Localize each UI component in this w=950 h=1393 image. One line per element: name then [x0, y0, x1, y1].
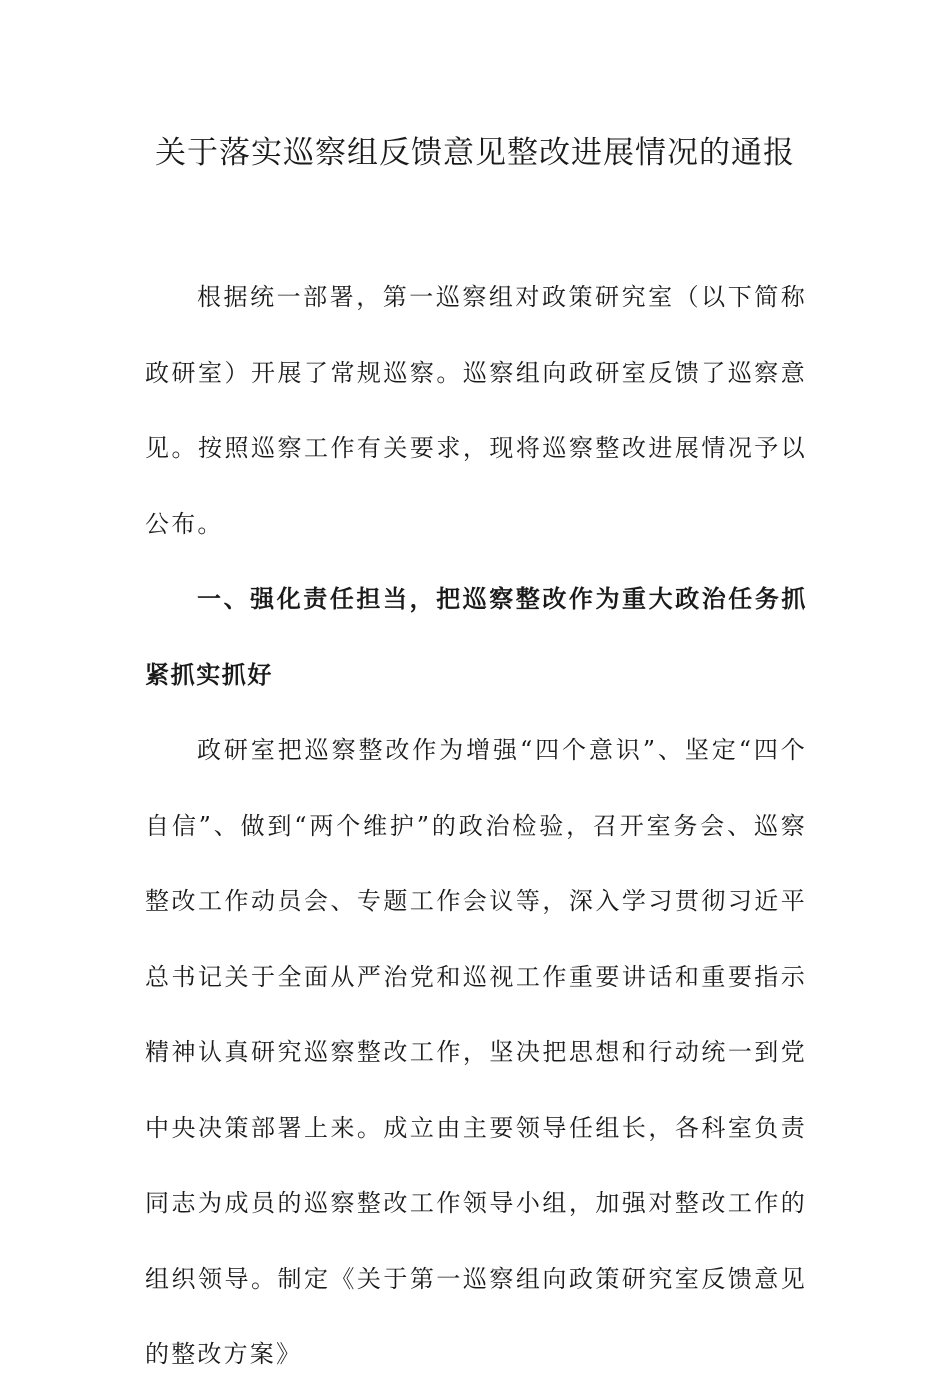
section-1-paragraph: 政研室把巡察整改作为增强“四个意识”、坚定“四个自信”、做到“两个维护”的政治检验，召开室务会、巡察整改工作动员会、专题工作会议等，深入学习贯彻习近平总书记关于全面从严治党和巡视工作重要讲话和重要指示精神认真研究巡察整改工作，坚决把思想和行动统一到党中央决策部署上来。成立由主要领导任组长，各科室负责同志为成员的巡察整改工作领导小组，加强对整改工作的组织领导。制定《关于第一巡察组向政策研究室反馈意见的整改方案》 — [145, 736, 807, 1368]
document-title: 关于落实巡察组反馈意见整改进展情况的通报 — [155, 135, 795, 171]
section-heading-1: 一、强化责任担当，把巡察整改作为重大政治任务抓紧抓实抓好 — [145, 585, 807, 689]
document-body — [145, 260, 807, 1393]
intro-paragraph: 根据统一部署，第一巡察组对政策研究室（以下简称政研室）开展了常规巡察。巡察组向政研室反馈了巡察意见。按照巡察工作有关要求，现将巡察整改进展情况予以公布。 — [145, 283, 807, 538]
